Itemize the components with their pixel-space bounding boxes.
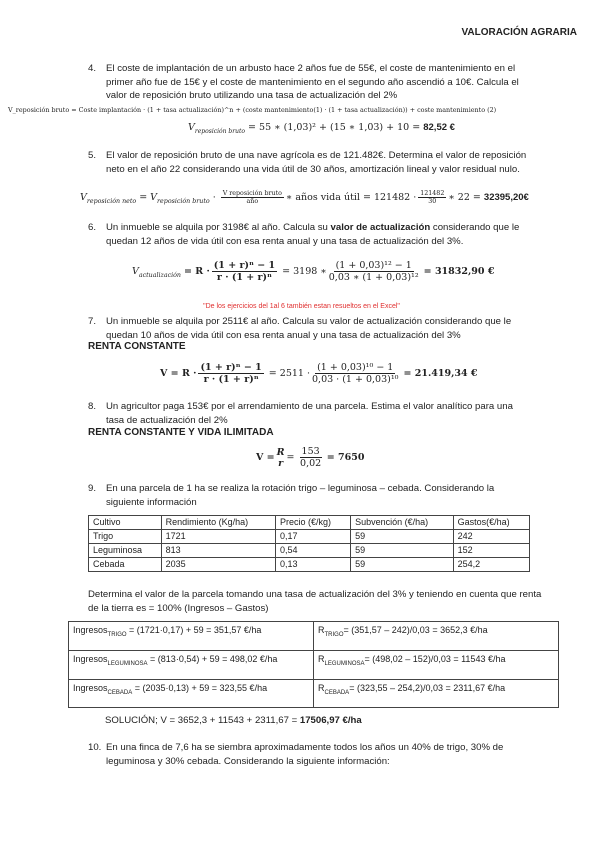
value: = (2035·0,13) + 59 = 323,55 €/ha — [132, 682, 268, 693]
item-number: 5. — [88, 150, 97, 161]
denominator: 30 — [428, 198, 437, 205]
value: = (813·0,54) + 59 = 498,02 €/ha — [147, 653, 278, 664]
formula-4b — [188, 122, 455, 135]
renta-cell — [314, 679, 559, 708]
table-row — [89, 558, 530, 572]
heading-renta-constante: RENTA CONSTANTE — [88, 341, 186, 352]
formula-6 — [132, 260, 494, 283]
exercise-10 — [88, 741, 528, 768]
subscript: TRIGO — [324, 631, 344, 638]
item-text: El valor de reposición bruto de una nave agrícola es de 121.482€. Determina el valor de reposición neto en el año 22 considerando una vida útil de 30 años, amortización lineal y valor residual nulo. — [106, 150, 527, 175]
calc-row — [69, 679, 559, 708]
expr: V = R · — [160, 368, 197, 379]
expr: = R · — [184, 266, 210, 277]
column-header: Rendimiento (Kg/ha) — [161, 516, 275, 530]
var: V — [188, 122, 195, 133]
solution-result: 17506,97 €/ha — [299, 715, 362, 726]
expr: ∗ 22 = — [448, 192, 484, 203]
label: R — [318, 653, 325, 664]
heading-renta-vida-ilimitada: RENTA CONSTANTE Y VIDA ILIMITADA — [88, 427, 274, 438]
renta-cell — [314, 622, 559, 651]
var: V — [132, 266, 139, 277]
fraction — [277, 447, 285, 469]
renta-cell — [314, 650, 559, 679]
item-number: 4. — [88, 63, 97, 74]
item-number: 10. — [88, 742, 102, 753]
expr: = 2511 · — [268, 368, 310, 379]
expr: = 3198 ∗ — [282, 266, 327, 277]
label: Ingresos — [73, 682, 108, 693]
result: = 7650 — [326, 452, 365, 463]
table-row — [89, 530, 530, 544]
expr: = 55 ∗ (1,03)² + (15 ∗ 1,03) + 10 = — [248, 122, 424, 133]
item-text: En una parcela de 1 ha se realiza la rotación trigo – leguminosa – cebada. Considerando la siguiente información — [106, 483, 495, 508]
ingresos-cell — [69, 622, 314, 651]
label: R — [318, 682, 325, 693]
var: = V — [136, 192, 158, 203]
var-sub: actualización — [138, 271, 181, 279]
expr: = — [286, 452, 295, 463]
exercise-5 — [88, 149, 528, 176]
formula-5: $V_{reposición neto} = V_{reposición bruto}$ · $\frac{\text{V reposición bruto}}{\text{año}}$ ∗ años vida útil = 121482 · $\frac{121482}{30}$ ∗ 22 = 32395,20€ — [80, 190, 529, 205]
formula-7 — [160, 362, 478, 385]
calculation-table — [68, 621, 559, 708]
value: = (351,57 – 242)/0,03 = 3652,3 €/ha — [343, 625, 488, 635]
exercise-4 — [88, 62, 528, 103]
denominator: r · (1 + r)ⁿ — [216, 272, 272, 283]
item-number: 6. — [88, 222, 97, 233]
denominator: 0,02 — [300, 458, 322, 469]
cell: 254,2 — [453, 558, 529, 572]
cell: Leguminosa — [89, 544, 162, 558]
text: Un inmueble se alquila por 3198€ al año. Calcula su — [106, 222, 331, 233]
result: 32395,20€ — [483, 192, 529, 203]
item-text: En una finca de 7,6 ha se siembra aproximadamente todos los años un 40% de trigo, 30% de leguminosa y 30% cebada. Considerando la siguiente información: — [106, 742, 504, 767]
var-sub: reposición neto — [86, 197, 137, 205]
item-number: 7. — [88, 316, 97, 327]
numerator: (1 + r)ⁿ − 1 — [213, 260, 276, 271]
formula-8 — [256, 446, 364, 469]
numerator: R — [276, 446, 285, 458]
numerator: 121482 — [420, 190, 445, 197]
fraction — [212, 260, 277, 283]
ingresos-cell — [69, 650, 314, 679]
denominator: r · (1 + r)ⁿ — [203, 374, 259, 385]
fraction — [418, 190, 446, 205]
subscript: CEBADA — [324, 689, 350, 696]
crop-data-table — [88, 515, 530, 572]
table-row — [89, 544, 530, 558]
cell: 152 — [453, 544, 529, 558]
subscript: TRIGO — [107, 631, 127, 638]
numerator: V reposición bruto — [222, 190, 282, 197]
cell: 242 — [453, 530, 529, 544]
denominator: r — [278, 457, 284, 469]
result: 82,52 € — [423, 122, 455, 133]
item-number: 8. — [88, 401, 97, 412]
table-header-row — [89, 516, 530, 530]
value: = (498,02 – 152)/0,03 = 11543 €/ha — [364, 653, 506, 664]
fraction — [329, 260, 419, 283]
denominator: año — [246, 198, 259, 205]
subscript: CEBADA — [107, 689, 133, 696]
var-sub: reposición bruto — [157, 197, 210, 205]
item-text: El coste de implantación de un arbusto hace 2 años fue de 55€, el coste de mantenimiento en el primer año fue de 15€ y el coste de mantenimiento en el segundo año ascendió a 10€. Calcula el valor de reposición bruto utilizando una tasa de actualización del 2% — [106, 63, 519, 101]
subscript: LEGUMINOSA — [324, 660, 365, 667]
formula-4a: V_reposición bruto = Coste implantación · (1 + tasa actualización)^n + (coste mantenimiento(1) · (1 + tasa actualización)) + coste mantenimiento (2) — [8, 106, 497, 114]
denominator: 0,03 · (1 + 0,03)¹⁰ — [312, 374, 399, 385]
solution-text: SOLUCIÓN; V = 3652,3 + 11543 + 2311,67 = — [105, 715, 300, 726]
label: Ingresos — [73, 653, 108, 664]
cell: 813 — [161, 544, 275, 558]
label: Ingresos — [73, 625, 108, 635]
fraction — [221, 190, 284, 205]
fraction — [198, 362, 263, 385]
item-text: Un agricultor paga 153€ por el arrendamiento de una parcela. Estima el valor analítico para una tasa de actualización del 2% — [106, 401, 513, 426]
exercise-6 — [88, 221, 528, 248]
column-header: Precio (€/kg) — [276, 516, 351, 530]
cell: Cebada — [89, 558, 162, 572]
subscript: LEGUMINOSA — [107, 660, 148, 667]
ingresos-cell — [69, 679, 314, 708]
exercise-8 — [88, 400, 528, 427]
result: = 31832,90 € — [423, 266, 495, 277]
numerator: (1 + 0,03)¹² − 1 — [335, 260, 412, 271]
expr: V = — [256, 452, 275, 463]
page-header: VALORACIÓN AGRARIA — [461, 27, 577, 38]
numerator: (1 + 0,03)¹⁰ − 1 — [317, 362, 394, 373]
cell: 59 — [351, 558, 454, 572]
text: considerando que le quedan 12 años de vida útil con esa renta anual y una tasa de actualización del 3%. — [106, 222, 520, 247]
item-number: 9. — [88, 483, 97, 494]
text-bold: valor de actualización — [330, 222, 431, 233]
item-text: Un inmueble se alquila por 2511€ al año. Calcula su valor de actualización considerando que le quedan 10 años de vida útil con esa renta anual y una tasa de actualización del 3% — [106, 316, 512, 341]
exercise-7 — [88, 315, 528, 342]
denominator: 0,03 ∗ (1 + 0,03)¹² — [328, 272, 419, 283]
fraction — [300, 446, 322, 469]
cell: 0,13 — [276, 558, 351, 572]
calc-row — [69, 622, 559, 651]
value: = (1721·0,17) + 59 = 351,57 €/ha — [126, 625, 262, 635]
column-header: Cultivo — [89, 516, 162, 530]
solution-line — [105, 715, 362, 726]
value: = (323,55 – 254,2)/0,03 = 2311,67 €/ha — [349, 682, 506, 693]
column-header: Subvención (€/ha) — [351, 516, 454, 530]
exercise-9-instructions: Determina el valor de la parcela tomando una tasa de actualización del 3% y teniendo en cuenta que renta de la tierra es = 100% (Ingresos – Gastos) — [88, 589, 542, 614]
cell: 59 — [351, 544, 454, 558]
item-text — [106, 221, 528, 248]
cell: 2035 — [161, 558, 275, 572]
column-header: Gastos(€/ha) — [453, 516, 529, 530]
cell: 0,17 — [276, 530, 351, 544]
numerator: (1 + r)ⁿ − 1 — [200, 362, 262, 373]
var: V — [80, 192, 87, 203]
var-sub: reposición bruto — [194, 127, 246, 135]
fraction — [312, 362, 398, 385]
exercise-9 — [88, 482, 528, 509]
label: R — [318, 625, 325, 635]
result: = 21.419,34 € — [403, 368, 478, 379]
expr: ∗ años vida útil = 121482 · — [285, 192, 417, 203]
calc-row — [69, 650, 559, 679]
cell: 0,54 — [276, 544, 351, 558]
cell: 59 — [351, 530, 454, 544]
cell: 1721 — [161, 530, 275, 544]
excel-note: "De los ejercicios del 1al 6 también estan resueltos en el Excel" — [203, 303, 400, 310]
cell: Trigo — [89, 530, 162, 544]
numerator: 153 — [301, 446, 320, 457]
